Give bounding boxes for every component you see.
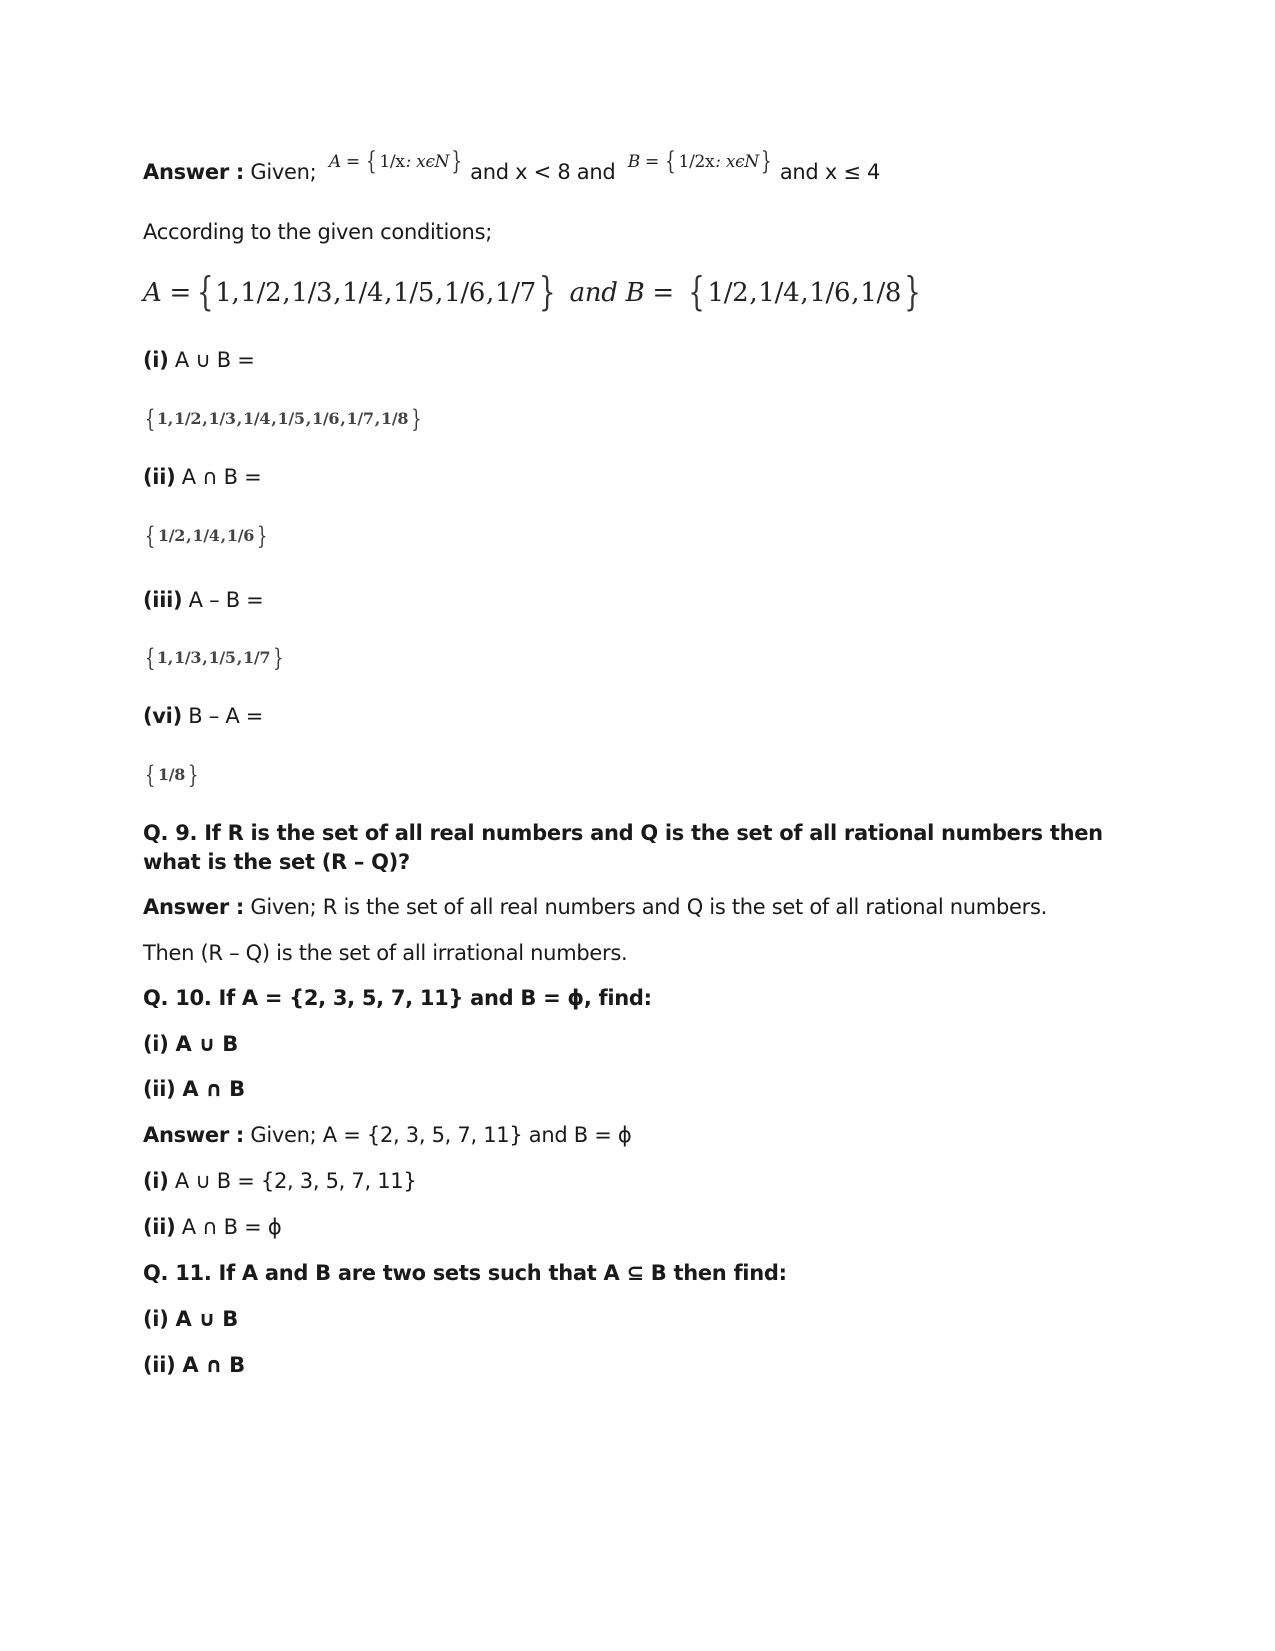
q9-then: Then (R – Q) is the set of all irrational numbers. — [143, 941, 628, 965]
comma: , — [384, 278, 393, 308]
part-ii-heading — [143, 465, 261, 489]
answer-label: Answer : — [143, 1123, 245, 1147]
comma: , — [305, 409, 312, 428]
fraction: 1/5 — [277, 408, 305, 428]
fraction: 1/7 — [495, 278, 536, 308]
left-brace-icon: { — [145, 760, 155, 789]
part-vi-result — [143, 760, 200, 789]
comma: , — [800, 278, 809, 308]
left-brace-icon: { — [196, 270, 214, 316]
left-brace-icon: { — [665, 147, 676, 177]
part-label: (vi) — [143, 704, 182, 728]
part-label: (ii) — [143, 465, 176, 489]
part-expr: A ∩ B = — [175, 465, 262, 489]
part-vi-heading — [143, 704, 263, 728]
right-brace-icon: } — [538, 270, 556, 316]
right-brace-icon: } — [904, 270, 921, 316]
part-iii-heading — [143, 588, 263, 612]
comma: , — [236, 409, 243, 428]
set-element: 1 — [156, 409, 168, 428]
set-a-definition — [328, 147, 464, 177]
q10-ans2 — [143, 1215, 281, 1239]
right-brace-icon: } — [273, 643, 284, 672]
result-set — [143, 521, 269, 550]
fraction: 1/2 — [157, 525, 186, 545]
condition-2: and x ≤ 4 — [779, 160, 881, 184]
answer-label: Answer : — [143, 895, 245, 919]
comma: , — [231, 278, 240, 308]
fraction: 1/x — [379, 151, 405, 172]
set-condition: : xϵN — [405, 152, 450, 172]
right-brace-icon: } — [411, 404, 422, 433]
q10-answer — [143, 1123, 631, 1147]
and-b-text: and B = — [569, 278, 674, 308]
comma: , — [220, 526, 226, 545]
answer8-given-line — [143, 147, 881, 184]
comma: , — [851, 278, 860, 308]
fraction: 1/3 — [174, 647, 202, 667]
part-iii-result — [143, 643, 285, 672]
answer-text: Given; A = {2, 3, 5, 7, 11} and B = ϕ — [244, 1123, 632, 1147]
fraction: 1/6 — [312, 408, 340, 428]
fraction: 1/4 — [342, 278, 384, 308]
comma: , — [202, 648, 208, 667]
comma: , — [236, 648, 243, 667]
set-lhs: A = — [143, 278, 191, 308]
given-text: Given; — [244, 160, 317, 184]
left-brace-icon: { — [145, 521, 155, 550]
fraction: 1/2 — [707, 278, 749, 308]
set-a-listing — [143, 270, 557, 316]
right-brace-icon: } — [188, 760, 198, 789]
fraction: 1/7 — [346, 408, 374, 428]
right-brace-icon: } — [257, 521, 267, 550]
sets-a-b-line — [143, 270, 922, 316]
comma: , — [333, 278, 342, 308]
set-element: 1 — [215, 278, 232, 308]
comma: , — [486, 278, 495, 308]
q9-answer — [143, 895, 1047, 919]
fraction: 1/8 — [860, 278, 902, 308]
comma: , — [749, 278, 758, 308]
result-set — [143, 404, 423, 433]
part-text: A ∩ B = ϕ — [175, 1215, 282, 1239]
according-text: According to the given conditions; — [143, 220, 492, 244]
right-brace-icon: } — [760, 147, 772, 177]
comma: , — [167, 648, 174, 667]
answer-text: Given; R is the set of all real numbers and Q is the set of all rational numbers. — [244, 895, 1047, 919]
fraction: 1/5 — [208, 647, 236, 667]
part-i-result — [143, 404, 423, 433]
fraction: 1/3 — [208, 408, 236, 428]
result-set — [143, 643, 285, 672]
part-ii-result — [143, 521, 269, 550]
set-b-definition — [627, 147, 774, 177]
part-expr: B – A = — [181, 704, 264, 728]
set-lhs: A = — [328, 152, 360, 172]
fraction: 1/8 — [381, 408, 409, 428]
q10-sub2: (ii) A ∩ B — [143, 1077, 245, 1101]
comma: , — [282, 278, 291, 308]
answer-label: Answer : — [143, 160, 245, 184]
fraction: 1/3 — [291, 278, 333, 308]
left-brace-icon: { — [688, 270, 705, 316]
q11-sub2: (ii) A ∩ B — [143, 1353, 245, 1377]
left-brace-icon: { — [145, 404, 155, 433]
fraction: 1/2 — [240, 278, 282, 308]
comma: , — [167, 409, 174, 428]
comma: , — [340, 409, 346, 428]
fraction: 1/5 — [393, 278, 435, 308]
comma: , — [435, 278, 444, 308]
part-label: (i) — [143, 1169, 169, 1193]
q10-question: Q. 10. If A = {2, 3, 5, 7, 11} and B = ϕ, find: — [143, 986, 652, 1010]
fraction: 1/8 — [157, 764, 186, 784]
q10-ans1 — [143, 1169, 416, 1193]
part-label: (iii) — [143, 588, 183, 612]
set-element: 1 — [156, 648, 168, 667]
fraction: 1/4 — [192, 525, 220, 545]
q11-sub1: (i) A ∪ B — [143, 1307, 238, 1331]
left-brace-icon: { — [365, 147, 377, 177]
fraction: 1/2 — [174, 408, 202, 428]
fraction: 1/6 — [226, 525, 255, 545]
part-label: (ii) — [143, 1215, 176, 1239]
result-set — [143, 760, 200, 789]
set-b-listing — [686, 270, 922, 316]
fraction: 1/2x — [678, 151, 715, 172]
set-condition: : xϵN — [715, 152, 759, 172]
fraction: 1/7 — [243, 647, 271, 667]
part-expr: A – B = — [182, 588, 264, 612]
part-label: (i) — [143, 348, 169, 372]
part-i-heading — [143, 348, 255, 372]
comma: , — [186, 526, 192, 545]
q9-question-line1: Q. 9. If R is the set of all real numbers and Q is the set of all rational numbers then — [143, 821, 1103, 845]
comma: , — [202, 409, 208, 428]
fraction: 1/4 — [243, 408, 271, 428]
left-brace-icon: { — [145, 643, 155, 672]
right-brace-icon: } — [451, 147, 462, 177]
fraction: 1/6 — [809, 278, 851, 308]
fraction: 1/4 — [758, 278, 800, 308]
fraction: 1/6 — [444, 278, 486, 308]
q11-question: Q. 11. If A and B are two sets such that A ⊆ B then find: — [143, 1261, 787, 1285]
part-expr: A ∪ B = — [168, 348, 255, 372]
q10-sub1: (i) A ∪ B — [143, 1032, 238, 1056]
condition-1: and x < 8 and — [470, 160, 616, 184]
set-lhs: B = — [627, 152, 660, 172]
part-text: A ∪ B = {2, 3, 5, 7, 11} — [168, 1169, 417, 1193]
comma: , — [271, 409, 277, 428]
comma: , — [374, 409, 381, 428]
q9-question-line2: what is the set (R – Q)? — [143, 850, 410, 874]
